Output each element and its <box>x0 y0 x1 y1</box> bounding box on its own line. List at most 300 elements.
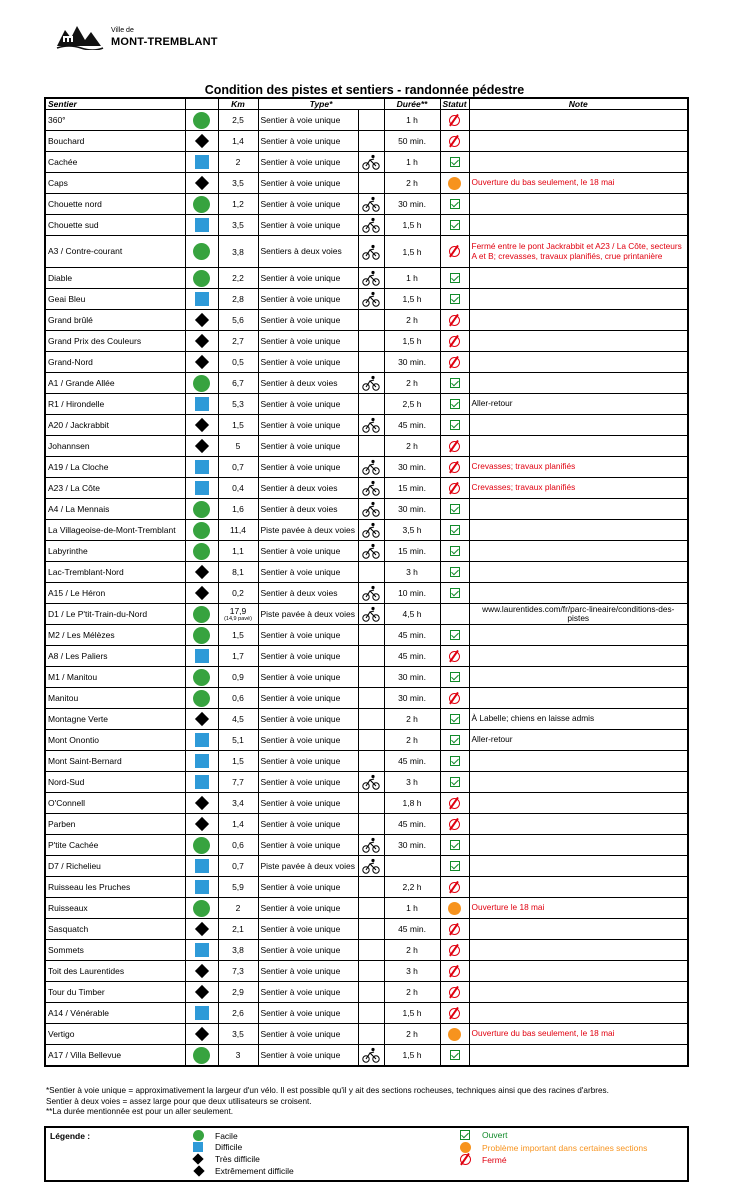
closed-icon <box>449 1008 460 1019</box>
table-row <box>45 1003 688 1024</box>
km-cell <box>218 583 258 604</box>
green-circle-icon <box>193 501 210 518</box>
open-check-icon <box>450 630 460 640</box>
table-row <box>45 940 688 961</box>
green-circle-icon <box>193 1130 204 1141</box>
duration: 1,5 h <box>384 236 440 268</box>
table-body <box>45 110 688 1067</box>
status-cell <box>440 1003 469 1024</box>
blue-square-icon <box>195 481 209 495</box>
trail-type: Piste pavée à deux voies <box>258 604 358 625</box>
duration: 45 min. <box>384 919 440 940</box>
duration: 45 min. <box>384 751 440 772</box>
duration: 1,5 h <box>384 1003 440 1024</box>
closed-icon <box>449 651 460 662</box>
difficulty-cell <box>185 1003 218 1024</box>
difficulty-cell <box>185 499 218 520</box>
bike-cell <box>358 730 384 751</box>
km-value: 1,5 <box>232 420 244 430</box>
footnote-line-1: *Sentier à voie unique = approximativement la largeur d'un vélo. Il est possible qu'il y ait des sections rocheuses, techniques ainsi que des racines d'arbres. <box>46 1086 609 1095</box>
legend-ferme-label: Fermé <box>482 1154 507 1165</box>
km-cell <box>218 236 258 268</box>
km-value: 11,4 <box>230 525 246 535</box>
blue-square-icon <box>195 943 209 957</box>
legend-title: Légende : <box>50 1131 91 1141</box>
bike-cell <box>358 541 384 562</box>
col-header-note: Note <box>469 98 688 110</box>
km-value: 0,2 <box>232 588 244 598</box>
trail-name: A15 / Le Héron <box>45 583 185 604</box>
km-value: 0,6 <box>232 840 244 850</box>
status-cell <box>440 604 469 625</box>
bike-cell <box>358 394 384 415</box>
closed-icon <box>449 336 460 347</box>
blue-square-icon <box>195 460 209 474</box>
open-check-icon <box>450 378 460 388</box>
status-cell <box>440 814 469 835</box>
trail-note <box>469 215 688 236</box>
legend-probleme <box>458 1142 647 1153</box>
green-circle-icon <box>193 606 210 623</box>
trail-name: Diable <box>45 268 185 289</box>
trail-name: Sasquatch <box>45 919 185 940</box>
trail-name: D7 / Richelieu <box>45 856 185 877</box>
blue-square-icon <box>195 397 209 411</box>
km-value: 5,6 <box>232 315 244 325</box>
km-cell <box>218 919 258 940</box>
difficulty-cell <box>185 352 218 373</box>
black-diamond-icon <box>194 439 208 453</box>
duration: 2 h <box>384 709 440 730</box>
trail-type: Sentier à voie unique <box>258 625 358 646</box>
bike-cell <box>358 268 384 289</box>
status-cell <box>440 835 469 856</box>
km-cell <box>218 415 258 436</box>
green-circle-icon <box>193 243 210 260</box>
trail-note: Ouverture du bas seulement, le 18 mai <box>469 173 688 194</box>
difficulty-cell <box>185 793 218 814</box>
trail-type: Sentier à voie unique <box>258 667 358 688</box>
trail-name: Grand brûlé <box>45 310 185 331</box>
duration: 1 h <box>384 898 440 919</box>
km-value: 3 <box>235 1050 241 1060</box>
duration: 1 h <box>384 268 440 289</box>
closed-icon <box>449 945 460 956</box>
green-circle-icon <box>193 543 210 560</box>
km-cell <box>218 604 258 625</box>
km-cell <box>218 877 258 898</box>
duration: 30 min. <box>384 688 440 709</box>
bike-cell <box>358 751 384 772</box>
km-value: 3,8 <box>232 246 244 257</box>
blue-square-icon <box>195 754 209 768</box>
bicycle-icon <box>362 156 380 166</box>
blue-square-icon <box>195 775 209 789</box>
green-circle-icon <box>193 1047 210 1064</box>
bicycle-icon <box>362 503 380 513</box>
trail-name: Manitou <box>45 688 185 709</box>
km-cell <box>218 131 258 152</box>
blue-square-icon <box>195 218 209 232</box>
duration <box>384 856 440 877</box>
table-row <box>45 751 688 772</box>
open-check-icon <box>450 861 460 871</box>
km-value: 0,7 <box>232 861 244 871</box>
table-row <box>45 152 688 173</box>
km-cell <box>218 856 258 877</box>
km-cell <box>218 562 258 583</box>
duration: 2 h <box>384 982 440 1003</box>
bicycle-icon <box>362 776 380 786</box>
km-cell <box>218 1003 258 1024</box>
legend-difficile-label: Difficile <box>215 1142 243 1152</box>
km-cell <box>218 688 258 709</box>
table-row <box>45 352 688 373</box>
status-cell <box>440 310 469 331</box>
trail-name: Toit des Laurentides <box>45 961 185 982</box>
double-diamond-icon <box>191 1167 205 1175</box>
trail-name: Chouette nord <box>45 194 185 215</box>
trail-note <box>469 562 688 583</box>
difficulty-cell <box>185 268 218 289</box>
status-cell <box>440 173 469 194</box>
black-diamond-icon <box>194 565 208 579</box>
trail-name: A14 / Vénérable <box>45 1003 185 1024</box>
trail-name: Ruisseau les Pruches <box>45 877 185 898</box>
km-value: 1,5 <box>232 630 244 640</box>
duration: 30 min. <box>384 194 440 215</box>
difficulty-cell <box>185 856 218 877</box>
km-value: 3,5 <box>232 1029 244 1039</box>
km-cell <box>218 110 258 131</box>
difficulty-cell <box>185 667 218 688</box>
bike-cell <box>358 215 384 236</box>
bike-cell <box>358 835 384 856</box>
bike-cell <box>358 131 384 152</box>
trail-note: Crevasses; travaux planifiés <box>469 457 688 478</box>
km-cell <box>218 310 258 331</box>
open-check-icon <box>450 672 460 682</box>
trail-name: A17 / Villa Bellevue <box>45 1045 185 1067</box>
blue-square-icon <box>195 1006 209 1020</box>
green-circle-icon <box>193 627 210 644</box>
status-cell <box>440 268 469 289</box>
black-diamond-icon <box>194 817 208 831</box>
table-row <box>45 1024 688 1045</box>
km-value: 1,6 <box>232 504 244 514</box>
status-cell <box>440 110 469 131</box>
trail-note <box>469 625 688 646</box>
trail-note <box>469 835 688 856</box>
difficulty-cell <box>185 562 218 583</box>
status-cell <box>440 772 469 793</box>
legend-probleme-label: Problème important dans certaines sections <box>482 1142 648 1153</box>
difficulty-cell <box>185 394 218 415</box>
trail-type: Sentier à voie unique <box>258 730 358 751</box>
black-diamond-icon <box>194 796 208 810</box>
col-header-statut: Statut <box>440 98 469 110</box>
table-row <box>45 688 688 709</box>
duration: 1,5 h <box>384 215 440 236</box>
trail-note <box>469 110 688 131</box>
status-cell <box>440 289 469 310</box>
bike-cell <box>358 583 384 604</box>
bicycle-icon <box>362 587 380 597</box>
duration: 2 h <box>384 373 440 394</box>
trail-note <box>469 940 688 961</box>
bike-cell <box>358 646 384 667</box>
green-circle-icon <box>193 900 210 917</box>
status-cell <box>440 131 469 152</box>
table-header-row <box>45 98 688 110</box>
trail-type: Sentier à voie unique <box>258 562 358 583</box>
duration: 10 min. <box>384 583 440 604</box>
trail-note <box>469 331 688 352</box>
black-diamond-icon <box>194 313 208 327</box>
table-row <box>45 877 688 898</box>
green-circle-icon <box>193 669 210 686</box>
trail-note: Ouverture du bas seulement, le 18 mai <box>469 1024 688 1045</box>
duration: 15 min. <box>384 541 440 562</box>
duration: 45 min. <box>384 814 440 835</box>
trail-note <box>469 919 688 940</box>
bike-cell <box>358 236 384 268</box>
trail-note <box>469 268 688 289</box>
km-value: 6,7 <box>232 378 244 388</box>
logo-big-text: MONT-TREMBLANT <box>111 36 218 48</box>
bike-cell <box>358 289 384 310</box>
km-value: 5,9 <box>232 882 244 892</box>
difficulty-cell <box>185 940 218 961</box>
table-row <box>45 236 688 268</box>
table-row <box>45 436 688 457</box>
table-row <box>45 730 688 751</box>
open-check-icon <box>460 1130 470 1140</box>
bicycle-icon <box>362 608 380 618</box>
col-header-km: Km <box>218 98 258 110</box>
black-diamond-icon <box>194 922 208 936</box>
trail-type: Sentier à voie unique <box>258 898 358 919</box>
duration: 2 h <box>384 173 440 194</box>
trail-note <box>469 751 688 772</box>
km-value: 5,1 <box>232 735 244 745</box>
km-cell <box>218 173 258 194</box>
table-row <box>45 541 688 562</box>
footnote-line-2: Sentier à deux voies = assez large pour que deux utilisateurs se croisent. <box>46 1096 312 1106</box>
km-value: 0,6 <box>232 693 244 703</box>
closed-icon <box>449 924 460 935</box>
status-cell <box>440 436 469 457</box>
duration: 2,5 h <box>384 394 440 415</box>
bicycle-icon <box>362 482 380 492</box>
trail-type: Sentier à deux voies <box>258 499 358 520</box>
trail-note <box>469 856 688 877</box>
trail-name: Geai Bleu <box>45 289 185 310</box>
open-check-icon <box>450 504 460 514</box>
km-cell <box>218 1045 258 1067</box>
duration: 30 min. <box>384 352 440 373</box>
trail-type: Sentier à voie unique <box>258 814 358 835</box>
difficulty-cell <box>185 835 218 856</box>
duration: 2 h <box>384 940 440 961</box>
bike-cell <box>358 625 384 646</box>
trail-note <box>469 520 688 541</box>
km-cell <box>218 835 258 856</box>
status-cell <box>440 457 469 478</box>
km-value: 2,1 <box>232 924 244 934</box>
duration: 30 min. <box>384 457 440 478</box>
difficulty-cell <box>185 688 218 709</box>
difficulty-cell <box>185 1045 218 1067</box>
difficulty-cell <box>185 215 218 236</box>
city-logo <box>55 22 255 54</box>
bicycle-icon <box>362 246 380 256</box>
trail-name: Cachée <box>45 152 185 173</box>
green-circle-icon <box>193 522 210 539</box>
km-cell <box>218 772 258 793</box>
bicycle-icon <box>362 860 380 870</box>
km-value: 1,2 <box>232 199 244 209</box>
trail-type: Piste pavée à deux voies <box>258 856 358 877</box>
difficulty-cell <box>185 982 218 1003</box>
trail-conditions-table <box>44 97 689 1067</box>
km-value: 2,6 <box>232 1008 244 1018</box>
trail-note <box>469 772 688 793</box>
blue-square-icon <box>195 155 209 169</box>
table-row <box>45 814 688 835</box>
table-row <box>45 215 688 236</box>
trail-note <box>469 352 688 373</box>
open-check-icon <box>450 777 460 787</box>
black-diamond-icon <box>192 1153 203 1164</box>
status-cell <box>440 982 469 1003</box>
legend-tres-difficile-label: Très difficile <box>215 1154 260 1164</box>
status-cell <box>440 562 469 583</box>
closed-icon <box>449 115 460 126</box>
bike-cell <box>358 1024 384 1045</box>
trail-type: Sentier à voie unique <box>258 310 358 331</box>
duration: 50 min. <box>384 131 440 152</box>
trail-name: Grand-Nord <box>45 352 185 373</box>
trail-name: La Villageoise-de-Mont-Tremblant <box>45 520 185 541</box>
trail-type: Sentier à voie unique <box>258 110 358 131</box>
trail-name: Bouchard <box>45 131 185 152</box>
km-value: 2 <box>235 903 241 913</box>
difficulty-cell <box>185 152 218 173</box>
trail-type: Sentier à voie unique <box>258 268 358 289</box>
table-row <box>45 268 688 289</box>
table-row <box>45 520 688 541</box>
table-row <box>45 289 688 310</box>
legend-facile <box>191 1130 238 1141</box>
table-row <box>45 331 688 352</box>
km-value: 7,3 <box>232 966 244 976</box>
trail-name: D1 / Le P'tit-Train-du-Nord <box>45 604 185 625</box>
trail-type: Sentier à voie unique <box>258 541 358 562</box>
black-diamond-icon <box>194 712 208 726</box>
black-diamond-icon <box>194 355 208 369</box>
black-diamond-icon <box>194 176 208 190</box>
trail-name: M2 / Les Mélèzes <box>45 625 185 646</box>
km-value: 2,7 <box>232 336 244 346</box>
open-check-icon <box>450 294 460 304</box>
table-row <box>45 961 688 982</box>
trail-name: A8 / Les Paliers <box>45 646 185 667</box>
km-value: 1,4 <box>232 136 244 146</box>
table-row <box>45 583 688 604</box>
duration: 30 min. <box>384 835 440 856</box>
status-cell <box>440 152 469 173</box>
km-value: 2,5 <box>232 115 244 125</box>
km-value: 5 <box>235 441 241 451</box>
trail-type: Sentier à voie unique <box>258 877 358 898</box>
difficulty-cell <box>185 310 218 331</box>
open-check-icon <box>450 525 460 535</box>
difficulty-cell <box>185 457 218 478</box>
duration: 15 min. <box>384 478 440 499</box>
km-value: 0,9 <box>232 672 244 682</box>
km-value: 1,5 <box>232 756 244 766</box>
difficulty-cell <box>185 194 218 215</box>
open-check-icon <box>450 588 460 598</box>
duration: 1,5 h <box>384 289 440 310</box>
trail-name: Ruisseaux <box>45 898 185 919</box>
bike-cell <box>358 604 384 625</box>
green-circle-icon <box>193 112 210 129</box>
closed-icon <box>449 246 460 257</box>
table-row <box>45 373 688 394</box>
table-row <box>45 562 688 583</box>
trail-note <box>469 541 688 562</box>
bike-cell <box>358 352 384 373</box>
bike-cell <box>358 856 384 877</box>
green-circle-icon <box>193 196 210 213</box>
km-value: 3,4 <box>232 798 244 808</box>
status-cell <box>440 877 469 898</box>
table-row <box>45 499 688 520</box>
km-cell <box>218 1024 258 1045</box>
bike-cell <box>358 478 384 499</box>
green-circle-icon <box>193 837 210 854</box>
table-row <box>45 898 688 919</box>
bicycle-icon <box>362 219 380 229</box>
status-cell <box>440 688 469 709</box>
trail-note <box>469 646 688 667</box>
bicycle-icon <box>362 377 380 387</box>
trail-name: Caps <box>45 173 185 194</box>
km-value: 2 <box>235 157 241 167</box>
km-value: 2,9 <box>232 987 244 997</box>
legend <box>44 1126 689 1182</box>
black-diamond-icon <box>194 964 208 978</box>
trail-type: Sentier à voie unique <box>258 688 358 709</box>
km-cell <box>218 940 258 961</box>
trail-note <box>469 152 688 173</box>
trail-type: Sentier à deux voies <box>258 583 358 604</box>
table-row <box>45 709 688 730</box>
bike-cell <box>358 1045 384 1067</box>
trail-note <box>469 194 688 215</box>
trail-note <box>469 1045 688 1067</box>
difficulty-cell <box>185 604 218 625</box>
closed-icon <box>449 483 460 494</box>
km-value: 3,8 <box>232 945 244 955</box>
duration: 2 h <box>384 310 440 331</box>
km-cell <box>218 394 258 415</box>
trail-type: Sentier à voie unique <box>258 152 358 173</box>
status-cell <box>440 730 469 751</box>
trail-note <box>469 814 688 835</box>
